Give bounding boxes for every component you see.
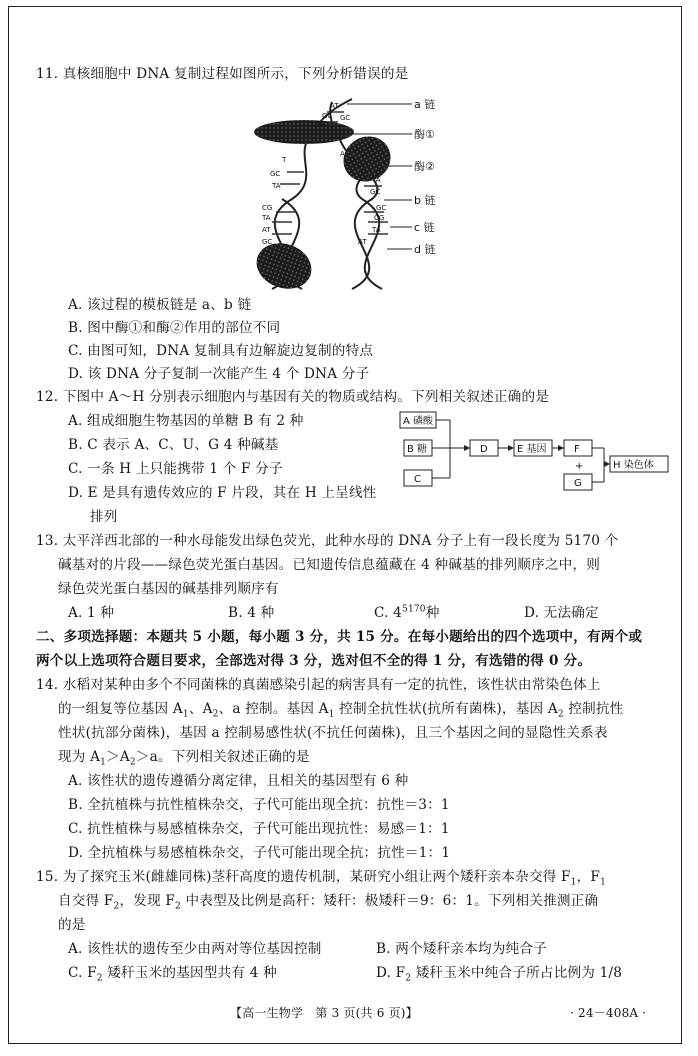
q15-option-d: D. $F_2$ 矮秆玉米中纯合子所占比例为 1/8	[376, 965, 623, 984]
q12-stem: 12. 下图中 A～H 分别表示细胞内与基因有关的物质或结构。下列相关叙述正确的是	[36, 389, 550, 405]
q13-option-b: B. 4 种	[228, 605, 275, 621]
q13-option-a: A. 1 种	[68, 605, 115, 621]
q11-option-b: B. 图中酶①和酶②作用的部位不同	[68, 320, 281, 336]
svg-text:TA: TA	[372, 176, 381, 184]
q12-option-c: C. 一条 H 上只能携带 1 个 F 分子	[68, 461, 283, 477]
flow-d: D	[480, 444, 488, 455]
q13-line1: 13. 太平洋西北部的一种水母能发出绿色荧光，此种水母的 DNA 分子上有一段长度为 5170 个	[36, 533, 619, 549]
flow-h: H 染色体	[613, 460, 654, 471]
q14-line2: 的一组复等位基因 $A_1$、$A_2$、a 控制。基因 $A_1$ 控制全抗性状(抗所有菌株)，基因 $A_2$ 控制抗性	[58, 701, 624, 720]
q15-option-c: C. $F_2$ 矮秆玉米的基因型共有 4 种	[68, 965, 277, 984]
svg-text:CG: CG	[262, 204, 273, 212]
svg-text:GC: GC	[370, 188, 381, 196]
q13-option-d: D. 无法确定	[524, 605, 599, 621]
svg-text:AT: AT	[262, 226, 271, 234]
svg-text:GC: GC	[270, 170, 281, 178]
q12-option-a: A. 组成细胞生物基因的单糖 B 有 2 种	[68, 413, 304, 429]
svg-text:TA: TA	[372, 226, 381, 234]
label-enzyme-2: 酶②	[414, 160, 435, 173]
q14-line3: 性状(抗部分菌株)，基因 a 控制易感性状(不抗任何菌株)，且三个基因之间的显隐性关系表	[58, 725, 608, 741]
svg-text:TA: TA	[316, 120, 325, 128]
flow-c: C	[414, 474, 421, 485]
label-b-strand: b 链	[414, 194, 436, 207]
q13-line3: 绿色荧光蛋白基因的碱基排列顺序有	[58, 581, 279, 597]
enzyme-3-shape	[250, 236, 318, 294]
svg-text:GC: GC	[376, 204, 387, 212]
section2-line1: 二、多项选择题：本题共 5 小题，每小题 3 分，共 15 分。在每小题给出的四个选项中，有两个或	[36, 629, 643, 645]
label-a-strand: a 链	[414, 98, 436, 111]
svg-text:GC: GC	[262, 238, 273, 246]
svg-text:TA: TA	[262, 214, 271, 222]
svg-text:GC: GC	[322, 112, 333, 120]
svg-text:TA: TA	[272, 182, 281, 190]
q13-option-c: C. $4^{5170}$种	[374, 604, 440, 621]
flow-a: A 磷酸	[403, 416, 434, 427]
flow-b: B 糖	[407, 444, 428, 455]
dna-replication-diagram	[232, 94, 462, 294]
svg-text:AT: AT	[358, 238, 367, 246]
flow-g: G	[574, 478, 582, 489]
q15-line1: 15. 为了探究玉米(雌雄同株)茎秆高度的遗传机制，某研究小组让两个矮秆亲本杂交得 $F_1$，$F_1$	[36, 869, 606, 888]
svg-text:T: T	[282, 156, 287, 164]
flow-plus: +	[575, 461, 584, 472]
q11-option-c: C. 由图可知，DNA 复制具有边解旋边复制的特点	[68, 343, 374, 359]
flow-e: E 基因	[517, 444, 547, 455]
q14-line1: 14. 水稻对某种由多个不同菌株的真菌感染引起的病害具有一定的抗性，该性状由常染色体上	[36, 677, 601, 693]
svg-text:CG: CG	[374, 214, 385, 222]
q15-option-a: A. 该性状的遗传至少由两对等位基因控制	[68, 941, 322, 957]
q15-line3: 的是	[58, 917, 86, 933]
q11-option-d: D. 该 DNA 分子复制一次能产生 4 个 DNA 分子	[68, 366, 370, 382]
gene-flowchart	[398, 408, 692, 498]
q12-option-b: B. C 表示 A、C、U、G 4 种碱基	[68, 437, 279, 453]
label-d-strand: d 链	[414, 243, 436, 256]
q14-option-a: A. 该性状的遗传遵循分离定律，且相关的基因型有 6 种	[68, 773, 409, 789]
q15-option-b: B. 两个矮秆亲本均为纯合子	[376, 941, 547, 957]
q14-option-d: D. 全抗植株与易感植株杂交，子代可能出现全抗：抗性＝1：1	[68, 845, 451, 861]
q12-option-d-cont: 排列	[90, 509, 118, 525]
svg-text:A: A	[340, 150, 345, 158]
q14-option-b: B. 全抗植株与抗性植株杂交，子代可能出现全抗：抗性＝3：1	[68, 797, 450, 813]
label-c-strand: c 链	[414, 221, 435, 234]
q13-line2: 碱基对的片段——绿色荧光蛋白基因。已知遗传信息蕴藏在 4 种碱基的排列顺序之中，则	[58, 557, 601, 573]
q15-line2: 自交得 $F_2$，发现 $F_2$ 中表型及比例是高秆：矮秆：极矮秆＝9：6：1。下列相关推测正确	[58, 893, 599, 912]
q11-stem: 11. 真核细胞中 DNA 复制过程如图所示，下列分析错误的是	[36, 66, 409, 82]
q14-option-c: C. 抗性植株与易感植株杂交，子代可能出现抗性：易感＝1：1	[68, 821, 450, 837]
page-code: · 24－408A ·	[570, 1006, 647, 1020]
q12-option-d: D. E 是具有遗传效应的 F 片段，其在 H 上呈线性	[68, 485, 377, 501]
flow-f: F	[574, 444, 580, 455]
page-footer: 【高一生物学 第 3 页(共 6 页)】	[230, 1006, 418, 1020]
section2-line2: 两个以上选项符合题目要求，全部选对得 3 分，选对但不全的得 1 分，有选错的得 0 分。	[36, 653, 592, 669]
q14-line4: 现为 $A_1>A_2>a$。下列相关叙述正确的是	[58, 749, 310, 768]
q11-option-a: A. 该过程的模板链是 a、b 链	[68, 297, 252, 313]
label-enzyme-1: 酶①	[414, 128, 435, 141]
svg-text:GC: GC	[340, 114, 351, 122]
enzyme-1-shape	[254, 120, 354, 144]
svg-text:AT: AT	[330, 102, 339, 110]
